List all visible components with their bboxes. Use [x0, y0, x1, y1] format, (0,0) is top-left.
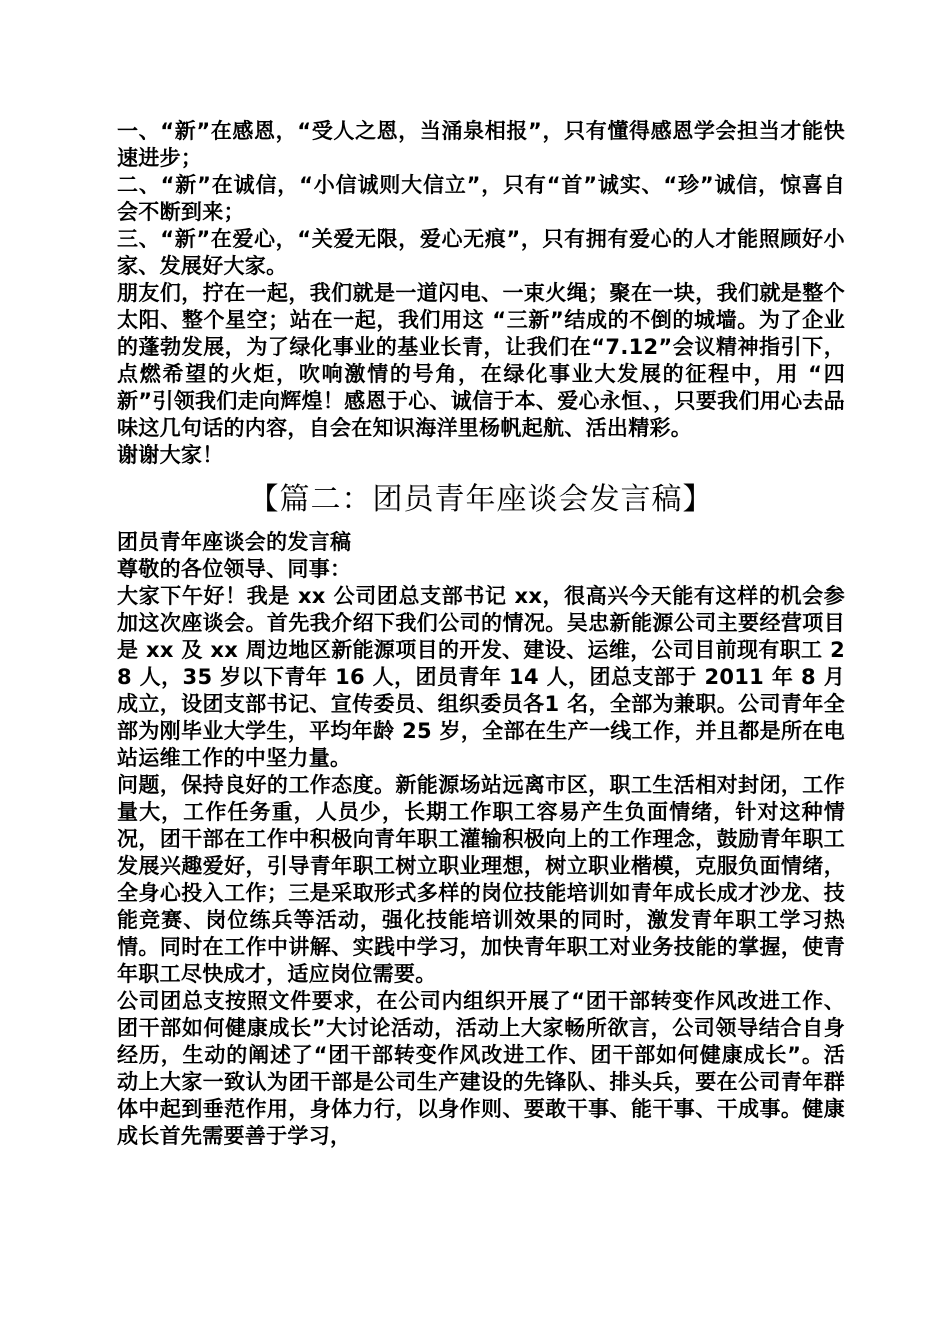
speech-salutation: 尊敬的各位领导、同事： [117, 557, 352, 581]
paragraph-work-attitude: 问题，保持良好的工作态度。新能源场站远离市区，职工生活相对封闭，工作量大，工作任务重，人员少，长期工作职工容易产生负面情绪，针对这种情况，团干部在工作中积极向青年职工灌输积极向上的工作理念，鼓励青年职工发展兴趣爱好，引导青年职工树立职业理想，树立职业楷模，克服负面情绪，全身心投入工作；三是采取形式多样的岗位技能培训如青年成长成才沙龙、技能竞赛、岗位练兵等活动，强化技能培训效果的同时，激发青年职工学习热情。同时在工作中讲解、实践中学习，加快青年职工对业务技能的掌握，使青年职工尽快成才，适应岗位需要。 [117, 773, 845, 986]
paragraph-introduction: 大家下午好！我是 xx 公司团总支部书记 xx，很高兴今天能有这样的机会参加这次座谈会。首先我介绍下我们公司的情况。吴忠新能源公司主要经营项目是 xx 及 xx 周边地区新能源项目的开发、建设、运维，公司目前现有职工 28 人，35 岁以下青年 16 人，团员青年 14 人，团总支部于 2011 年 8 月成立，设团支部书记、宣传委员、组织委员各1 名，全部为兼职。公司青年全部为刚毕业大学生，平均年龄 25 岁，全部在生产一线工作，并且都是所在电站运维工作的中坚力量。 [117, 584, 845, 770]
paragraph-integrity: 二、“新”在诚信，“小信诚则大信立”，只有“首”诚实、“珍”诚信，惊喜自会不断到来； [117, 173, 845, 224]
paragraph-love: 三、“新”在爱心，“关爱无限，爱心无痕”，只有拥有爱心的人才能照顾好小家、发展好大家。 [117, 227, 845, 278]
paragraph-gratitude: 一、“新”在感恩，“受人之恩，当涌泉相报”，只有懂得感恩学会担当才能快速进步； [117, 119, 845, 170]
document-page [117, 118, 845, 1150]
paragraph-discussion: 公司团总支按照文件要求，在公司内组织开展了“团干部转变作风改进工作、团干部如何健康成长”大讨论活动，活动上大家畅所欲言，公司领导结合自身经历，生动的阐述了“团干部转变作风改进工作、团干部如何健康成长”。活动上大家一致认为团干部是公司生产建设的先锋队、排头兵，要在公司青年群体中起到垂范作用，身体力行，以身作则、要敢干事、能干事、干成事。健康成长首先需要善于学习， [117, 989, 845, 1148]
speech-heading: 团员青年座谈会的发言稿 [117, 530, 352, 554]
paragraph-thanks: 谢谢大家！ [117, 443, 224, 467]
paragraph-friends: 朋友们，拧在一起，我们就是一道闪电、一束火绳；聚在一块，我们就是整个太阳、整个星空；站在一起，我们用这 “三新”结成的不倒的城墙。为了企业的蓬勃发展，为了绿化事业的基业长青，让我们在“7.12”会议精神指引下，点燃希望的火炬，吹响激情的号角，在绿化事业大发展的征程中，用 “四新”引领我们走向辉煌！感恩于心、诚信于本、爱心永恒、，只要我们用心去品味这几句话的内容，自会在知识海洋里杨帆起航、活出精彩。 [117, 281, 845, 440]
section-title: 【篇二：团员青年座谈会发言稿】 [248, 482, 714, 517]
